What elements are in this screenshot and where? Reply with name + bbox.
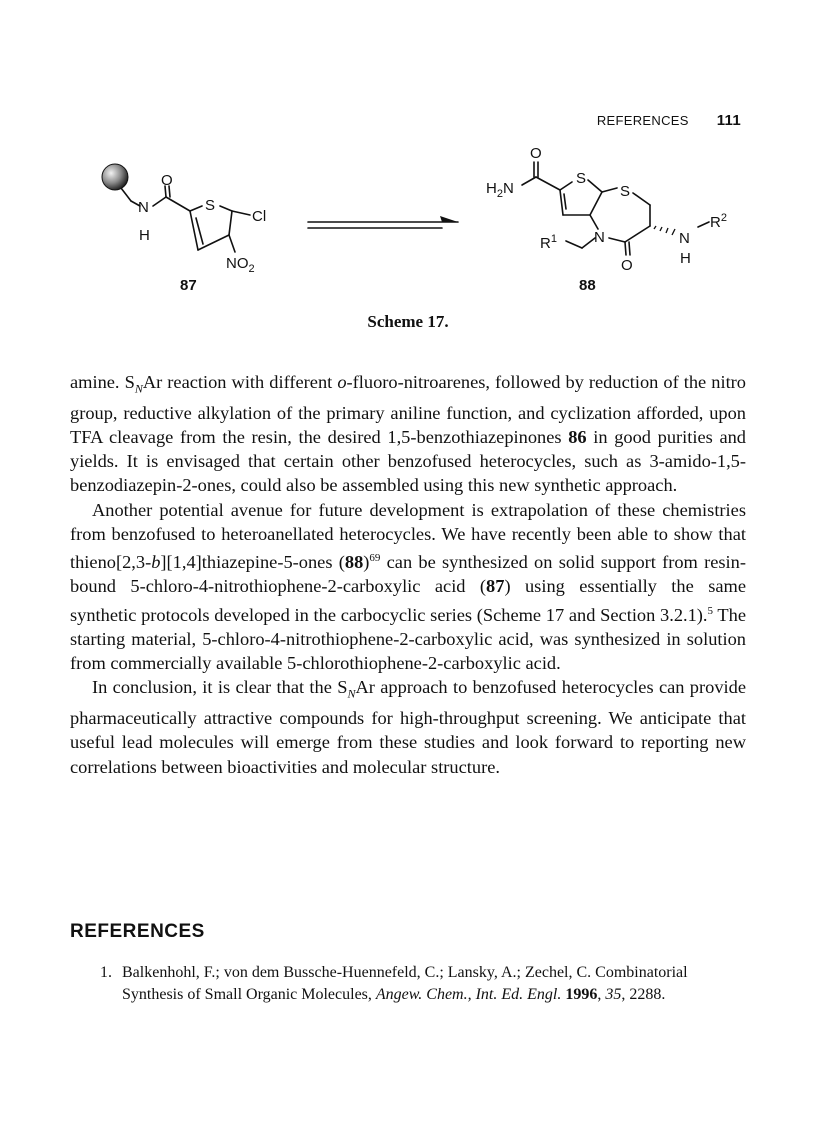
atom-label: O [621, 257, 633, 274]
hashed-wedge [672, 229, 675, 235]
compound-label-87: 87 [180, 277, 197, 294]
bond [564, 194, 566, 209]
bond [190, 211, 198, 250]
atom-label: $NO_2$ [226, 255, 255, 275]
bond [196, 218, 203, 244]
hashed-wedge [654, 226, 656, 229]
bond [229, 211, 232, 235]
bond [560, 190, 563, 215]
bond [166, 197, 190, 211]
paragraph-1: amine. $S_NAr$ reaction with different o-fluoro-nitroarenes, followed by reduction of the nitro group, reductive alkylation of the primary aniline function, and cyclization afforded, upon TFA cleavage from the resin, the desired 1,5-benzothiazepinones 86 in good purities and yields. It is envisaged that certain other benzofused heterocycles, such as 3-amido-1,5-benzodiazepin-2-ones, could also be assembled using this new synthetic approach. [70, 372, 747, 496]
atom-label: H [139, 227, 150, 244]
running-title: REFERENCES [596, 113, 689, 128]
bond [588, 180, 602, 192]
atom-label: H [680, 250, 691, 267]
bond [229, 235, 235, 252]
paragraph-3: In conclusion, it is clear that the $S_NAr$ approach to benzofused heterocycles can provide pharmaceutically attractive compounds for high-throughput screening. We anticipate that useful lead molecules will emerge from these studies and look forward to reporting new correlations between bioactivities and molecular structure. [70, 677, 746, 777]
bond [633, 193, 650, 205]
atom-label: O [530, 145, 542, 162]
bond [536, 177, 560, 190]
bond [609, 238, 625, 242]
atom-label: S [576, 170, 587, 187]
hashed-wedge [666, 228, 668, 233]
reference-number: 1. [100, 964, 112, 981]
bond [625, 242, 626, 255]
atom-label: S [205, 197, 216, 214]
bond [560, 182, 572, 190]
reference-item: 1. Balkenhohl, F.; von dem Bussche-Huennefeld, C.; Lansky, A.; Zechel, C. Combinatorial Synthesis of Small Organic Molecules, Angew. Chem., Int. Ed. Engl. 1996, 35, 2288. [100, 964, 688, 1003]
bond [629, 242, 630, 255]
bond [590, 215, 598, 229]
bond [220, 206, 232, 211]
bond [190, 206, 202, 211]
compound-label-88: 88 [579, 277, 596, 294]
atom-label: N [679, 230, 690, 247]
bond [153, 197, 166, 206]
bond [232, 211, 250, 215]
atom-label: Cl [252, 208, 267, 225]
page-number: 111 [716, 112, 741, 129]
arrowhead [440, 216, 458, 222]
atom-label: N [594, 229, 605, 246]
bond [602, 188, 617, 192]
resin-bead [102, 164, 128, 190]
bond [698, 222, 709, 227]
scheme-caption: Scheme 17. [367, 312, 449, 331]
atom-label: O [161, 172, 173, 189]
atom-label: $R^1$ [540, 233, 557, 252]
hashed-wedge [660, 227, 662, 231]
body-text [70, 370, 746, 779]
bond [522, 177, 536, 185]
atom-label: $R^2$ [710, 212, 727, 231]
references-heading: REFERENCES [70, 921, 205, 942]
reference-list [100, 962, 746, 1006]
bond [121, 188, 131, 201]
bond [566, 241, 582, 248]
bond [625, 226, 650, 242]
scheme-17-figure [0, 0, 816, 340]
atom-label: $H_2N$ [486, 180, 514, 200]
paragraph-2: Another potential avenue for future development is extrapolation of these chemistries from benzofused to heteroanellated heterocycles. We have recently been able to show that thieno[2,3-b][1,4]thiazepine-5-ones $(88)^{69}$ can be synthesized on solid support from resin-bound 5-chloro-4-nitrothiophene-2-carboxylic acid (87) using essentially the same synthetic protocols developed in the carbocyclic series (Scheme 17 and Section 3.2.1).$^5$ The starting material, 5-chloro-4-nitrothiophene-2-carboxylic acid, was synthesized in solution from commercially available 5-chlorothiophene-2-carboxylic acid. [70, 499, 746, 674]
atom-label: S [620, 183, 631, 200]
bond [590, 192, 602, 215]
atom-label: N [138, 199, 149, 216]
